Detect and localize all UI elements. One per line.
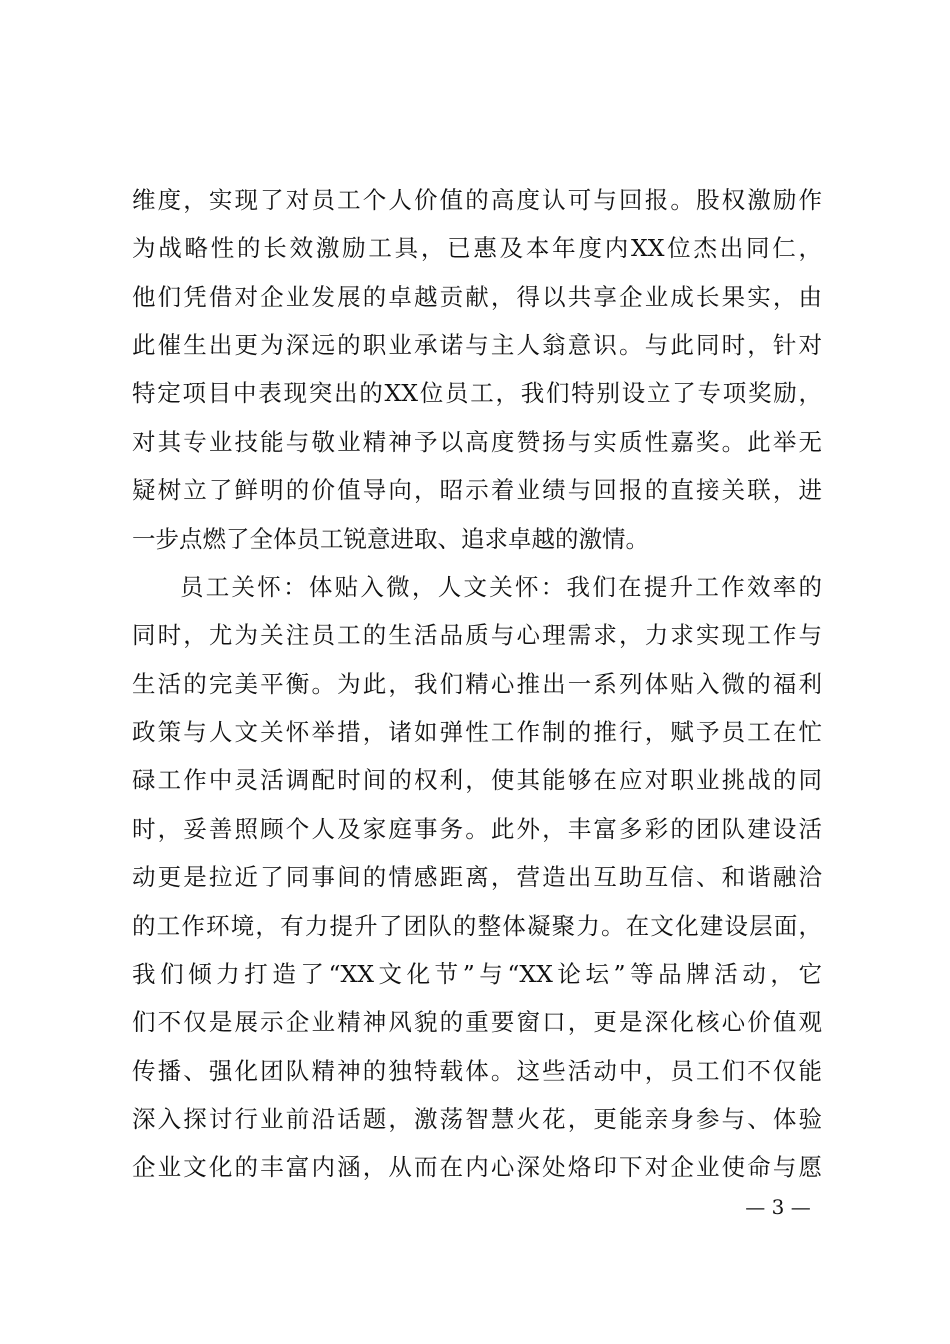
text-line: 对其专业技能与敬业精神予以高度赞扬与实质性嘉奖。此举无	[132, 428, 822, 456]
text-line: 疑树立了鲜明的价值导向，昭示着业绩与回报的直接关联，进	[132, 476, 822, 504]
text-line: 同时，尤为关注员工的生活品质与心理需求，力求实现工作与	[132, 621, 822, 649]
text-line: 一步点燃了全体员工锐意进取、追求卓越的激情。	[132, 525, 649, 553]
text-line: 传播、强化团队精神的独特载体。这些活动中，员工们不仅能	[132, 1057, 822, 1085]
text-line: 维度，实现了对员工个人价值的高度认可与回报。股权激励作	[132, 186, 822, 214]
text-line: 的工作环境，有力提升了团队的整体凝聚力。在文化建设层面，	[132, 912, 822, 940]
text-line: 我们倾力打造了“XX文化节”与“XX论坛”等品牌活动，它	[132, 960, 822, 988]
page-number: — 3 —	[745, 1195, 811, 1219]
text-line: 特定项目中表现突出的XX位员工，我们特别设立了专项奖励，	[132, 379, 822, 407]
text-line: 碌工作中灵活调配时间的权利，使其能够在应对职业挑战的同	[132, 766, 822, 794]
text-line: 动更是拉近了同事间的情感距离，营造出互助互信、和谐融洽	[132, 863, 822, 891]
text-line: 深入探讨行业前沿话题，激荡智慧火花，更能亲身参与、体验	[132, 1105, 822, 1133]
text-line: 生活的完美平衡。为此，我们精心推出一系列体贴入微的福利	[132, 670, 822, 698]
text-line: 政策与人文关怀举措，诸如弹性工作制的推行，赋予员工在忙	[132, 718, 822, 746]
text-line: 企业文化的丰富内涵，从而在内心深处烙印下对企业使命与愿	[132, 1153, 822, 1181]
text-line: 时，妥善照顾个人及家庭事务。此外，丰富多彩的团队建设活	[132, 815, 822, 843]
text-line: 他们凭借对企业发展的卓越贡献，得以共享企业成长果实，由	[132, 283, 822, 311]
text-line: 为战略性的长效激励工具，已惠及本年度内XX位杰出同仁，	[132, 234, 822, 262]
text-line: 此催生出更为深远的职业承诺与主人翁意识。与此同时，针对	[132, 331, 822, 359]
text-line: 们不仅是展示企业精神风貌的重要窗口，更是深化核心价值观	[132, 1008, 822, 1036]
paragraph-first-line: 员工关怀：体贴入微，人文关怀：我们在提升工作效率的	[180, 573, 822, 601]
